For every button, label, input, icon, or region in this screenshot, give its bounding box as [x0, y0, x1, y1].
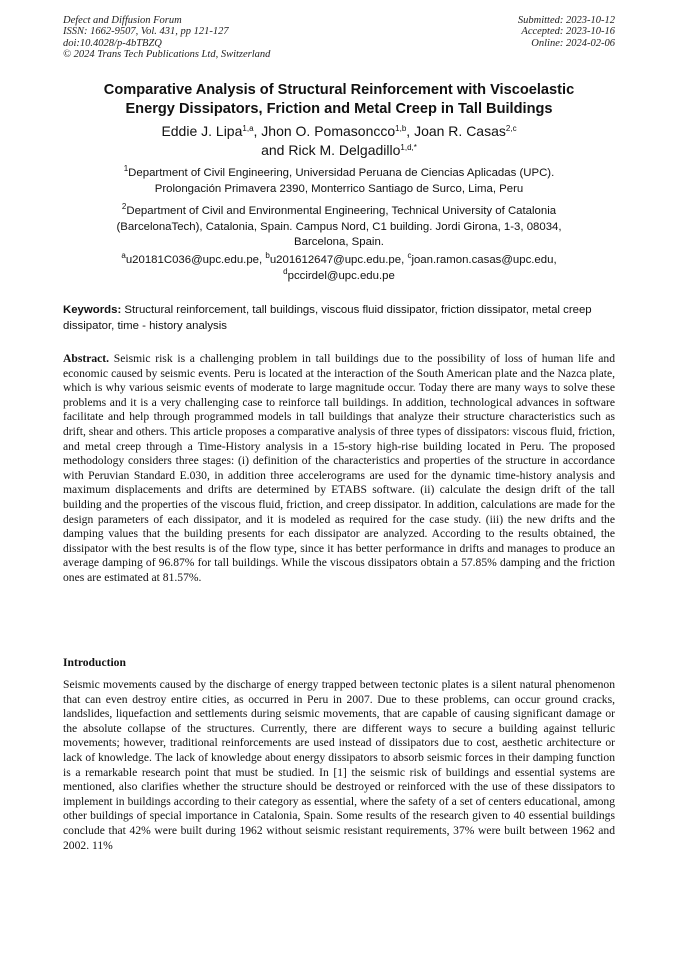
- journal-name: Defect and Diffusion Forum: [63, 15, 182, 26]
- email-marker: a: [121, 251, 126, 260]
- author-emails: [63, 253, 615, 284]
- author-affiliation-marker: 1,a: [242, 124, 254, 133]
- affiliation-text: Department of Civil Engineering, Universidad Peruana de Ciencias Aplicadas (UPC).: [128, 167, 555, 179]
- author-affiliation-marker: 2,c: [505, 124, 517, 133]
- title-line: Comparative Analysis of Structural Reinforcement with Viscoelastic: [103, 82, 575, 98]
- affiliation-text: Barcelona, Spain.: [294, 236, 384, 249]
- email-address: u201612647@upc.edu.pe,: [269, 254, 408, 266]
- affiliation-2: [63, 204, 615, 251]
- journal-header: [63, 15, 270, 60]
- online-date: Online: 2024-02-06: [531, 37, 615, 49]
- submission-dates: [518, 15, 615, 49]
- introduction-heading: Introduction: [63, 656, 126, 669]
- email-marker: d: [283, 266, 288, 276]
- author-line: [63, 141, 615, 160]
- affiliation-1: [63, 166, 615, 197]
- author-name: Joan R. Casas: [414, 123, 506, 139]
- email-marker: b: [265, 251, 270, 260]
- abstract-text: Seismic risk is a challenging problem in tall buildings due to the possibility of loss of human life and economic caused by seismic events. Peru is located at the interaction of the South American plate and the Nazca plate, which is why various seismic events of moderate to large magnitude occur. Today there are many ways to solve these problems and it is a very challenging case to reinforce tall buildings. In addition, technological advances in software facilitate and help through programmed models in tall buildings that analyze their structure characteristics such as drift, shear and others. This article proposes a comparative analysis of three types of dissipators: viscous fluid, friction, and metal creep through a Time-History analysis in a 15-story high-rise building located in Peru. The proposed methodology considers three stages: (i) definition of the characteristics and properties of the structure in accordance with Peruvian Standard E.030, in addition three accelerograms are used for the dynamic time-history analysis and maximum displacements and drifts are determined by ETABS software. (ii) calculate the design drift of the tall building and the properties of the viscous fluid, friction, and creep dissipator. In addition, calculations are made for the design parameters of each dissipator, and it is modeled as required for the case study. (iii) the new drifts and the damping values that the building presents for each dissipator are analyzed. According to the results obtained, the dissipator with the best results is of the flow type, since it has better performance in drifts and manages to produce an average damping of 96.87% for tall buildings. While the viscous dissipators obtain a 57.85% damping and the friction ones are estimated at 81.57%.: [63, 352, 615, 584]
- email-address: joan.ramon.casas@upc.edu,: [411, 254, 557, 266]
- email-address: pccirdel@upc.edu.pe: [287, 269, 395, 282]
- introduction-paragraph: Seismic movements caused by the discharge of energy trapped between tectonic plates is a silent natural phenomenon that can even destroy entire cities, as occurred in Peru in 2007. Due to these problems, can occur ground cracks, landslides, liquefaction and settlements during seismic movements, that are capable of causing significant damage or the absolute collapse of the structures. Currently, there are different ways to secure a building against telluric movements; however, traditional reinforcements are used instead of dissipators due to cost, aesthetic architecture or lack of knowledge. The lack of knowledge about energy dissipators to absorb seismic forces in their damping function is a remarkable research point that must be studied. In [1] the seismic risk of buildings and essential systems are mentioned, also clarifies whether the structure should be destroyed or reinforced with the use of these dissipators to implement in buildings according to their category as essential, where the safety of a set of centers educational, among other buildings of special importance in Catalonia, Spain. Some results of the research given to 40 essential buildings conclude that 42% were built during 1962 without seismic resistant requirements, 37% were built between 1962 and 2002. 11%: [63, 678, 615, 852]
- affiliation-marker: 2: [121, 202, 127, 211]
- email-marker: c: [407, 251, 412, 260]
- author-separator: ,: [253, 123, 262, 139]
- author-affiliation-marker: 1,b: [395, 124, 407, 133]
- paper-title: [63, 81, 615, 119]
- affiliation-text: (BarcelonaTech), Catalonia, Spain. Campus Nord, C1 building. Jordi Girona, 1-3, 08034,: [116, 220, 562, 233]
- affiliation-text: Prolongación Primavera 2390, Monterrico Santiago de Surco, Lima, Peru: [154, 182, 524, 195]
- journal-copyright: © 2024 Trans Tech Publications Ltd, Switzerland: [63, 48, 271, 60]
- author-line: [63, 122, 615, 141]
- submitted-date: Submitted: 2023-10-12: [517, 15, 615, 26]
- keywords-label: Keywords:: [63, 304, 122, 316]
- author-separator: ,: [406, 123, 415, 139]
- email-address: u20181C036@upc.edu.pe,: [125, 254, 266, 266]
- affiliation-marker: 1: [123, 164, 129, 173]
- author-affiliation-marker: 1,d,*: [400, 143, 417, 152]
- author-list: [63, 122, 615, 160]
- journal-doi: doi:10.4028/p-4bTBZQ: [63, 37, 162, 49]
- accepted-date: Accepted: 2023-10-16: [521, 26, 615, 38]
- journal-issn: ISSN: 1662-9507, Vol. 431, pp 121-127: [63, 26, 229, 38]
- keywords-text: Structural reinforcement, tall buildings, viscous fluid dissipator, friction dissipator, metal creep dissipator, time - history analysis: [63, 304, 592, 332]
- keywords-section: [63, 303, 615, 334]
- affiliation-text: Department of Civil and Environmental Engineering, Technical University of Catalonia: [126, 205, 557, 217]
- author-name: Jhon O. Pomasoncco: [261, 123, 396, 139]
- author-name: Eddie J. Lipa: [161, 123, 243, 139]
- author-conjunction: and: [261, 142, 289, 158]
- author-name: Rick M. Delgadillo: [288, 142, 401, 158]
- abstract-label: Abstract.: [63, 352, 110, 365]
- abstract-section: [63, 352, 615, 586]
- title-line: Energy Dissipators, Friction and Metal Creep in Tall Buildings: [125, 101, 553, 117]
